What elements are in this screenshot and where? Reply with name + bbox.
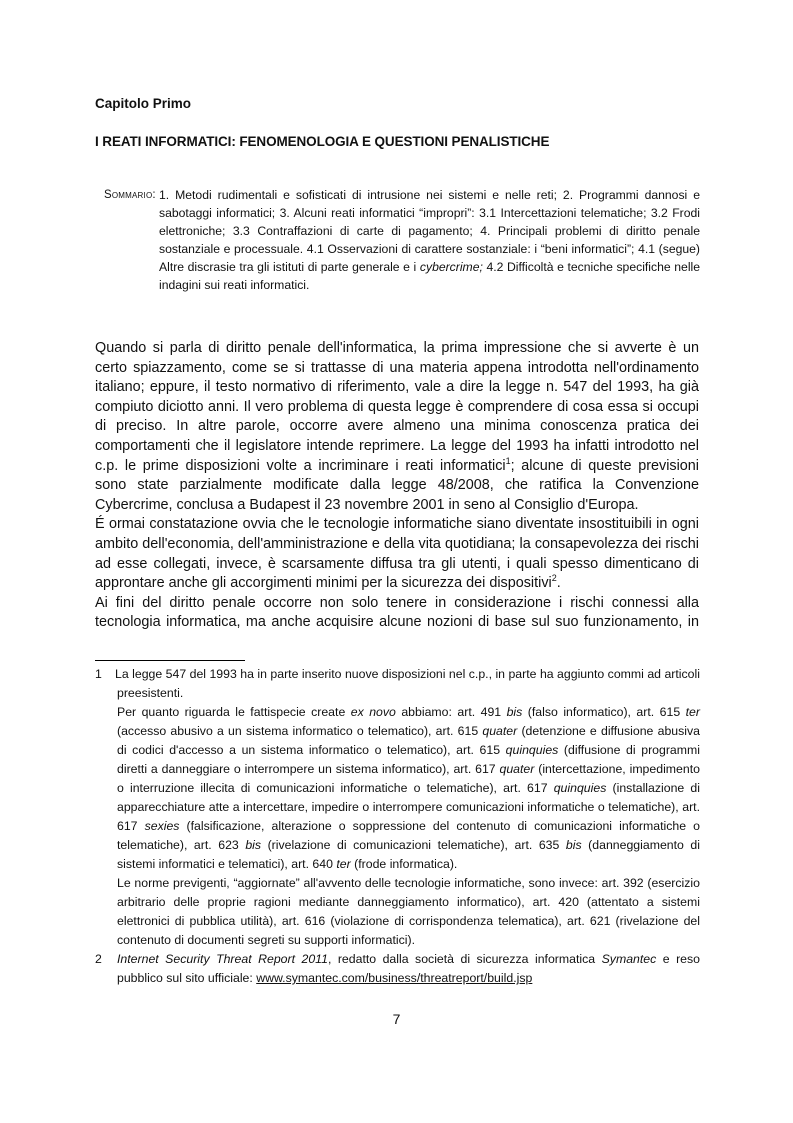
summary-text	[159, 186, 700, 294]
footnote-italic: quater	[499, 762, 535, 776]
summary-text-part: 4.2 Difficoltà e tecniche specifiche nelle indagini sui reati informatici.	[159, 260, 701, 292]
footnote-text-part: (detenzione e diffusione abusiva di codici d'accesso a un sistema informatico o telematico), art. 615	[117, 724, 700, 757]
footnote-text	[117, 950, 700, 988]
footnote-2	[95, 950, 700, 988]
footnote-ref[interactable]: 1	[505, 455, 511, 466]
footnote-text-part: (accesso abusivo a un sistema informatico o telematico), art. 615	[117, 724, 483, 738]
footnote-text-part: (intercettazione, impedimento o interruzione illecita di comunicazioni informatiche o telematiche), art. 617	[117, 762, 700, 795]
footnote-text-part: (installazione di apparecchiature atte a intercettare, impedire o interrompere comunicazioni informatiche o telematiche), art. 617	[117, 781, 700, 833]
footnote-link[interactable]: www.symantec.com/business/threatreport/build.jsp	[256, 971, 533, 985]
paragraph-text: É ormai constatazione ovvia che le tecnologie informatiche siano diventate insostituibili in ogni ambito dell'economia, dell'amministrazione e della vita quotidiana; la consapevolezza dei rischi ad esse collegati, invece, è scarsamente diffusa tra gli utenti, i quali spesso dimenticano di approntare anche gli accorgimenti minimi per la sicurezza dei dispositivi	[95, 516, 699, 592]
footnote-text-part: (danneggiamento di sistemi informatici e telematici), art. 640	[117, 838, 700, 871]
footnote-text-part: (frode informatica).	[350, 857, 458, 871]
footnote-italic: ter	[685, 705, 700, 719]
footnote-italic: sexies	[144, 819, 180, 833]
footnote-italic: Internet Security Threat Report 2011	[117, 952, 328, 966]
chapter-title: I REATI INFORMATICI: FENOMENOLOGIA E QUESTIONI PENALISTICHE	[95, 134, 550, 149]
chapter-summary	[104, 186, 700, 294]
footnote-text: La legge 547 del 1993 ha in parte inserito nuove disposizioni nel c.p., in parte ha aggiunto commi ad articoli preesistenti.	[115, 667, 700, 700]
footnote-italic: bis	[245, 838, 262, 852]
summary-text-part: 1. Metodi rudimentali e sofisticati di intrusione nei sistemi e nelle reti; 2. Programmi dannosi e sabotaggi informatici; 3. Alcuni reati informatici “impropri”: 3.1 Intercettazioni telematiche; 3.2 Frodi elettroniche; 3.3 Contraffazioni di carte di pagamento; 4. Principali problemi di diritto penale sostanziale e processuale. 4.1 Osservazioni di carattere sostanziale: i “beni informatici”; 4.1 (segue) Altre discrasie tra gli istituti di parte generale e i	[159, 188, 700, 274]
footnote-text-part: e reso pubblico sul sito ufficiale:	[117, 952, 700, 985]
footnote-italic: Symantec	[601, 952, 657, 966]
footnote-text: Le norme previgenti, “aggiornate” all'avvento delle tecnologie informatiche, sono invece: art. 392 (esercizio arbitrario delle proprie ragioni mediante danneggiamento informatico), art. 420 (attentato a sistemi elettronici di pubblica utilità), art. 616 (violazione di corrispondenza telematica), art. 621 (rivelazione del contenuto di documenti segreti su supporti informatici).	[117, 876, 700, 947]
footnote-text-part: (falso informatico), art. 615	[522, 705, 686, 719]
body-text	[95, 339, 699, 633]
footnote-italic: ex novo	[350, 705, 396, 719]
summary-text-italic: cybercrime;	[419, 260, 483, 274]
footnote-text-part: abbiamo: art. 491	[395, 705, 507, 719]
paragraph: Ai fini del diritto penale occorre non solo tenere in considerazione i rischi connessi alla tecnologia informatica, ma anche acquisire alcune nozioni di base sul suo funzionamento, in	[95, 594, 699, 631]
paragraph	[95, 515, 699, 593]
paragraph	[95, 339, 699, 515]
footnote-italic: quinquies	[505, 743, 559, 757]
footnote-italic: bis	[506, 705, 523, 719]
footnote-text-part: (falsificazione, alterazione o soppressione del contenuto di comunicazioni informatiche o telematiche), art. 623	[117, 819, 700, 852]
footnote-separator	[95, 660, 245, 661]
paragraph-text: .	[556, 575, 561, 592]
footnote-italic: quater	[482, 724, 518, 738]
footnote-text-part: Per quanto riguarda le fattispecie create	[117, 705, 351, 719]
footnote-number: 2	[95, 952, 102, 966]
footnote-text-part: (diffusione di programmi diretti a danneggiare o interrompere un sistema informatico), art. 617	[117, 743, 700, 776]
page-number: 7	[392, 1011, 401, 1027]
footnote-text-part: , redatto dalla società di sicurezza informatica	[327, 952, 602, 966]
footnote-text	[117, 703, 700, 874]
paragraph-text: ; alcune di queste previsioni sono state parzialmente modificate dalla legge 48/2008, che ratifica la Convenzione Cybercrime, conclusa a Budapest il 23 novembre 2001 in seno al Consiglio d'Europa.	[95, 457, 699, 513]
chapter-label: Capitolo Primo	[95, 96, 192, 111]
footnote-italic: quinquies	[553, 781, 607, 795]
paragraph-text: Quando si parla di diritto penale dell'informatica, la prima impressione che si avverte è un certo spiazzamento, come se si trattasse di una materia appena introdotta nell'ordinamento italiano; eppure, il testo normativo di riferimento, vale a dire la legge n. 547 del 1993, ha già compiuto diciotto anni. Il vero problema di questa legge è comprendere di cosa essa si occupi di preciso. In altre parole, occorre avere almeno una minima conoscenza pratica dei comportamenti che il legislatore intende reprimere. La legge del 1993 ha infatti introdotto nel c.p. le prime disposizioni volte a incriminare i reati informatici	[95, 340, 699, 474]
summary-label: Sommario:	[104, 189, 156, 201]
footnotes	[95, 665, 700, 988]
footnote-italic: ter	[336, 857, 351, 871]
footnote-italic: bis	[565, 838, 582, 852]
footnote-text-part: (rivelazione di comunicazioni telematiche), art. 635	[261, 838, 566, 852]
footnote-ref[interactable]: 2	[551, 573, 557, 584]
footnote-number: 1	[95, 667, 102, 681]
footnote-1	[95, 665, 700, 950]
